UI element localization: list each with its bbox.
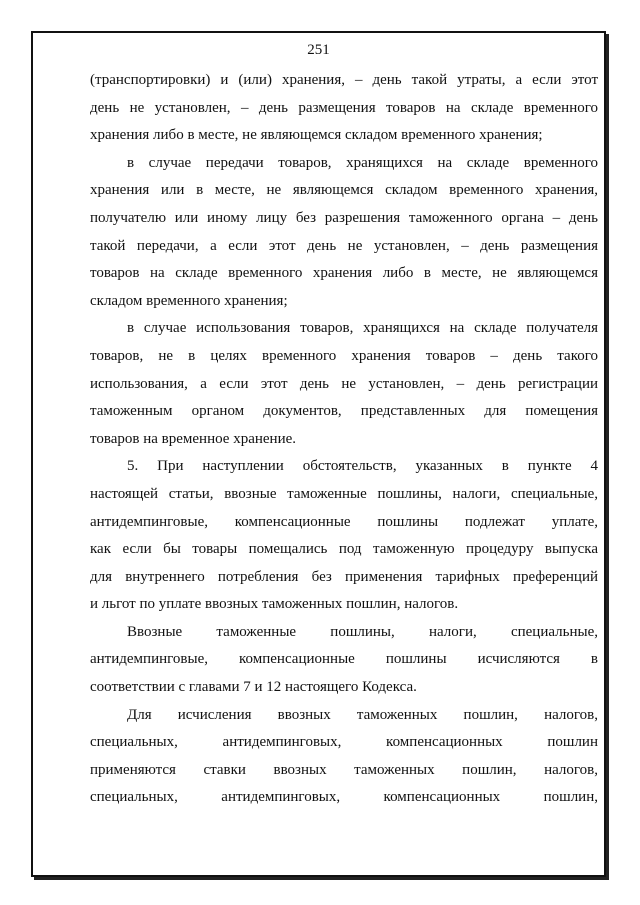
- paragraph: [90, 315, 598, 453]
- text-line: как если бы товары помещались под таможенную процедуру выпуска: [90, 541, 598, 558]
- text-line: в случае передачи товаров, хранящихся на складе временного: [127, 154, 598, 171]
- text-line: применяются ставки ввозных таможенных пошлин, налогов,: [90, 761, 598, 778]
- text-line: настоящей статьи, ввозные таможенные пошлины, налоги, специальные,: [90, 485, 598, 502]
- text-line: специальных, антидемпинговых, компенсационных пошлин,: [90, 789, 598, 806]
- text-line: Для исчисления ввозных таможенных пошлин, налогов,: [127, 706, 598, 723]
- text-line: в случае использования товаров, хранящихся на складе получателя: [127, 320, 598, 337]
- paragraph: [90, 67, 598, 150]
- text-line: получателю или иному лицу без разрешения таможенного органа – день: [90, 209, 598, 226]
- paragraph: [90, 150, 598, 316]
- text-line: товаров на складе временного хранения либо в месте, не являющемся: [90, 265, 598, 282]
- text-line: и льгот по уплате ввозных таможенных пошлин, налогов.: [90, 596, 459, 613]
- text-line: 5. При наступлении обстоятельств, указанных в пункте 4: [127, 458, 598, 475]
- text-line: специальных, антидемпинговых, компенсационных пошлин: [90, 734, 598, 751]
- text-line: складом временного хранения;: [90, 292, 288, 309]
- paragraph: [90, 453, 598, 619]
- page-number: 251: [307, 42, 330, 58]
- text-line: день не установлен, – день размещения товаров на складе временного: [90, 99, 598, 116]
- text-line: антидемпинговые, компенсационные пошлины подлежат уплате,: [90, 513, 598, 530]
- text-line: товаров на временное хранение.: [90, 430, 297, 447]
- text-line: товаров, не в целях временного хранения товаров – день такого: [90, 347, 598, 364]
- text-line: антидемпинговые, компенсационные пошлины исчисляются в: [90, 651, 598, 668]
- text-line: хранения либо в месте, не являющемся складом временного хранения;: [90, 127, 543, 144]
- text-line: для внутреннего потребления без применения тарифных преференций: [90, 568, 598, 585]
- text-line: соответствии с главами 7 и 12 настоящего Кодекса.: [90, 679, 417, 696]
- text-line: такой передачи, а если этот день не установлен, – день размещения: [90, 237, 598, 254]
- text-line: Ввозные таможенные пошлины, налоги, специальные,: [127, 623, 598, 640]
- page-frame: [31, 31, 606, 877]
- text-line: таможенным органом документов, представленных для помещения: [90, 403, 598, 420]
- paragraph: [90, 702, 598, 812]
- text-line: (транспортировки) и (или) хранения, – день такой утраты, а если этот: [90, 72, 598, 88]
- paragraph: [90, 619, 598, 702]
- document-body: [90, 67, 598, 812]
- text-line: хранения или в месте, не являющемся складом временного хранения,: [90, 182, 598, 199]
- text-line: использования, а если этот день не установлен, – день регистрации: [90, 375, 598, 392]
